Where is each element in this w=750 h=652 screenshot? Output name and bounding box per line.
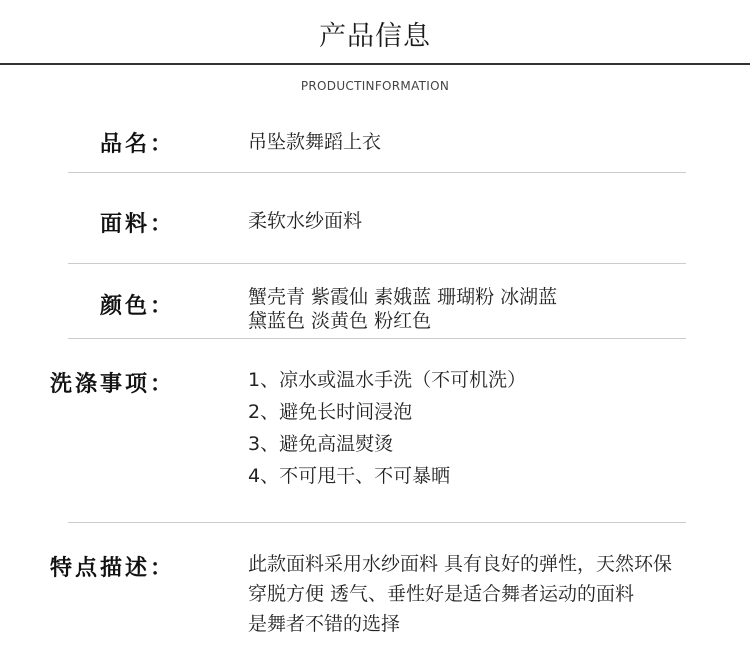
colors-value — [248, 285, 557, 333]
care-item-1: 1、凉水或温水手洗（不可机洗） — [248, 369, 527, 391]
divider-2 — [68, 263, 686, 264]
care-list — [248, 364, 526, 492]
fabric-label: 面料： — [100, 212, 176, 237]
colors-label: 颜色： — [100, 294, 176, 319]
colors-line-1: 蟹壳青 紫霞仙 素娥蓝 珊瑚粉 冰湖蓝 — [248, 286, 558, 308]
divider-1 — [68, 172, 686, 173]
care-item-3: 3、避免高温熨烫 — [248, 433, 394, 455]
colors-line-2: 黛蓝色 淡黄色 粉红色 — [248, 310, 432, 332]
care-item-2: 2、避免长时间浸泡 — [248, 401, 413, 423]
divider-4 — [68, 522, 686, 523]
features-text — [248, 549, 672, 639]
features-line-3: 是舞者不错的选择 — [248, 613, 401, 635]
features-line-2: 穿脱方便 透气、垂性好是适合舞者运动的面料 — [248, 583, 635, 605]
fabric-value: 柔软水纱面料 — [248, 210, 363, 232]
features-line-1: 此款面料采用水纱面料 具有良好的弹性，天然环保 — [248, 553, 673, 575]
care-item-4: 4、不可甩干、不可暴晒 — [248, 465, 451, 487]
divider-3 — [68, 338, 686, 339]
page-subtitle: PRODUCTINFORMATION — [300, 79, 450, 93]
care-label: 洗涤事项： — [50, 372, 176, 397]
product-name-value: 吊坠款舞蹈上衣 — [248, 131, 382, 153]
header-divider — [0, 63, 750, 65]
page-title: 产品信息 — [319, 21, 431, 52]
features-label: 特点描述： — [50, 556, 176, 581]
product-name-label: 品名： — [100, 132, 176, 157]
